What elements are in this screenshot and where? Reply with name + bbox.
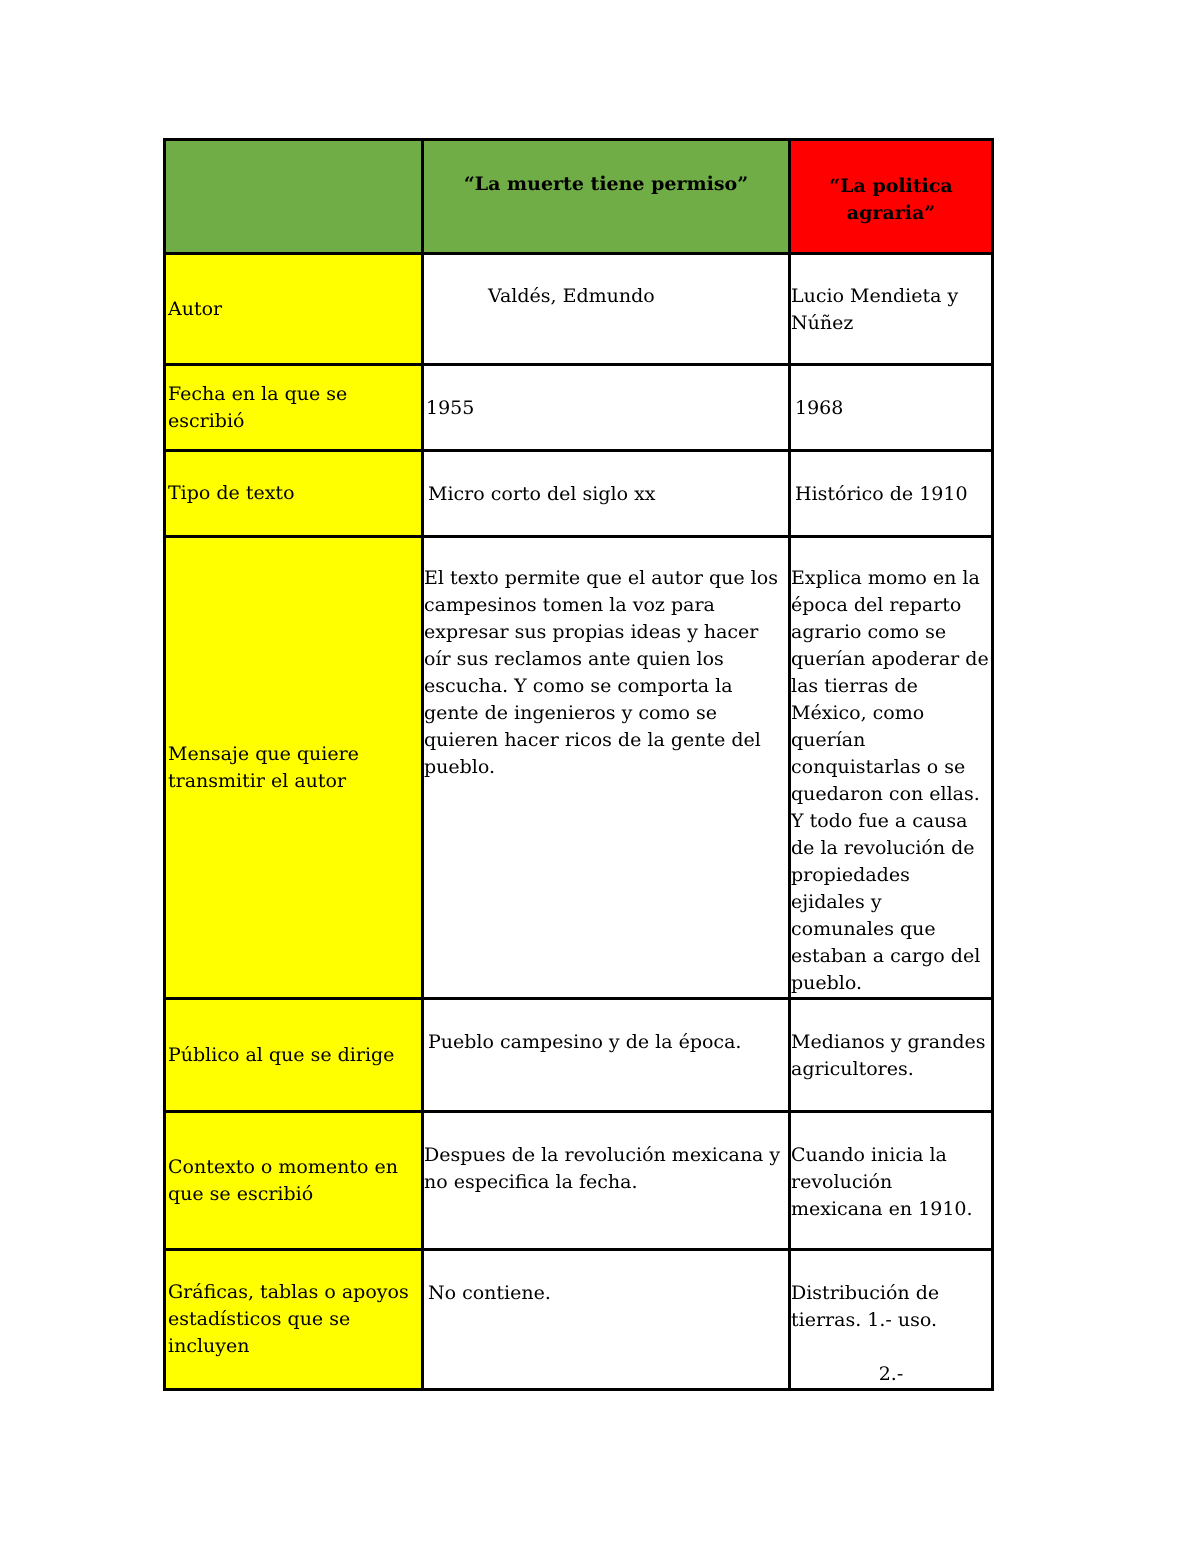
row-label: Autor (168, 297, 223, 320)
table-cell (790, 451, 993, 537)
row-label: Público al que se dirige (168, 1043, 395, 1066)
table-row (165, 537, 993, 999)
row-label-cell (165, 451, 423, 537)
graphics-muerte: No contiene. (428, 1282, 551, 1304)
audience-muerte: Pueblo campesino y de la época. (428, 1031, 742, 1053)
type-politica: Histórico de 1910 (795, 483, 968, 505)
table-cell (423, 254, 790, 365)
header-title-muerte: “La muerte tiene permiso” (463, 173, 749, 195)
date-politica: 1968 (795, 397, 844, 419)
table-cell (790, 1112, 993, 1250)
graphics-politica-extra: 2.- (878, 1363, 904, 1385)
table-cell (423, 537, 790, 999)
table-cell (790, 537, 993, 999)
audience-politica: Medianos y grandes agricultores. (791, 1031, 986, 1080)
table-row (165, 365, 993, 451)
table-cell (790, 1250, 993, 1390)
date-muerte: 1955 (426, 397, 475, 419)
table-cell (790, 365, 993, 451)
header-empty-cell (165, 140, 423, 254)
type-muerte: Micro corto del siglo xx (428, 483, 656, 505)
table-cell (423, 451, 790, 537)
header-row (165, 140, 993, 254)
row-label-cell (165, 1112, 423, 1250)
author-politica: Lucio Mendieta y Núñez (791, 285, 959, 334)
context-politica: Cuando inicia la revolución mexicana en 1910. (791, 1144, 973, 1220)
row-label: Tipo de texto (168, 482, 295, 504)
message-politica: Explica momo en la época del reparto agrario como se querían apoderar de las tierras de México, como querían conquistarlas o se quedaron con ellas. Y todo fue a causa de la revolución de propiedades ejidales y comunales que estaban a cargo del pueblo. (791, 567, 989, 994)
header-cell-politica (790, 140, 993, 254)
table-row (165, 451, 993, 537)
row-label-cell (165, 999, 423, 1112)
header-cell-muerte (423, 140, 790, 254)
table-cell (790, 999, 993, 1112)
table-cell (423, 1112, 790, 1250)
table-row (165, 1250, 993, 1390)
row-label: Gráficas, tablas o apoyos estadísticos que se incluyen (168, 1281, 409, 1357)
author-muerte: Valdés, Edmundo (488, 285, 655, 307)
row-label-cell (165, 1250, 423, 1390)
header-title-politica: “La politica agraria” (829, 175, 953, 224)
table-row (165, 999, 993, 1112)
row-label: Mensaje que quiere transmitir el autor (168, 742, 359, 792)
row-label: Fecha en la que se escribió (168, 382, 348, 432)
graphics-politica: Distribución de tierras. 1.- uso. (791, 1282, 940, 1331)
message-muerte: El texto permite que el autor que los campesinos tomen la voz para expresar sus propias ideas y hacer oír sus reclamos ante quien los escucha. Y como se comporta la gente de ingenieros y como se quieren hacer ricos de la gente del pueblo. (424, 567, 778, 778)
row-label-cell (165, 365, 423, 451)
context-muerte: Despues de la revolución mexicana y no especifica la fecha. (424, 1144, 781, 1193)
row-label-cell (165, 537, 423, 999)
row-label: Contexto o momento en que se escribió (168, 1155, 398, 1205)
row-label-cell (165, 254, 423, 365)
table-cell (423, 999, 790, 1112)
table-cell (423, 1250, 790, 1390)
table-cell (790, 254, 993, 365)
table-row (165, 254, 993, 365)
comparison-table (163, 138, 994, 1391)
table-cell (423, 365, 790, 451)
table-row (165, 1112, 993, 1250)
